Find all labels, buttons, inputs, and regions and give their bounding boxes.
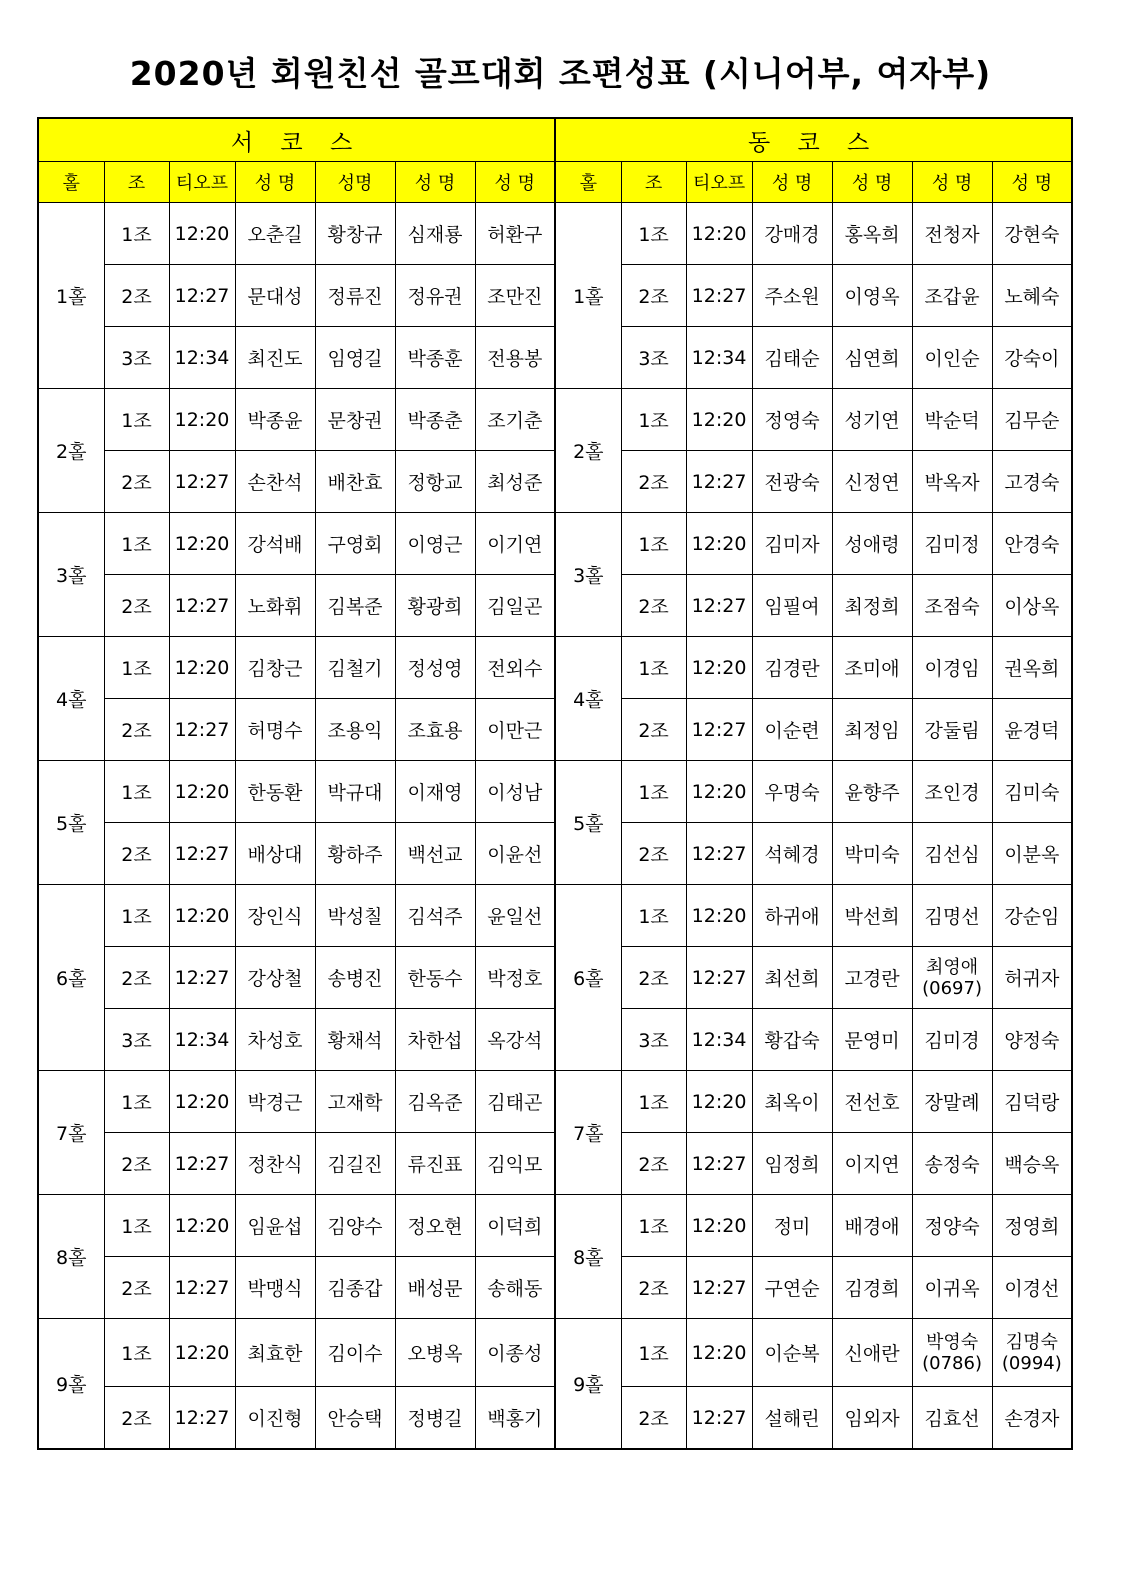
- table-row: [38, 1195, 1072, 1257]
- player-name-cell: 김덕랑: [992, 1071, 1072, 1133]
- player-name-cell: 정성영: [395, 637, 475, 699]
- table-row: [38, 637, 1072, 699]
- hole-cell: 1홀: [38, 203, 104, 389]
- group-cell: 2조: [621, 575, 686, 637]
- player-name-cell: 배경애: [832, 1195, 912, 1257]
- player-name-cell: 조효용: [395, 699, 475, 761]
- player-name-cell: 김철기: [315, 637, 395, 699]
- group-cell: 2조: [621, 265, 686, 327]
- tee-time-cell: 12:20: [686, 203, 752, 265]
- group-cell: 2조: [104, 1387, 169, 1450]
- tee-time-cell: 12:34: [686, 327, 752, 389]
- player-name-cell: 권옥희: [992, 637, 1072, 699]
- player-name-cell: 양정숙: [992, 1009, 1072, 1071]
- player-name-cell: 김선심: [912, 823, 992, 885]
- table-row: [38, 203, 1072, 265]
- player-name-cell: 김일곤: [475, 575, 555, 637]
- player-name-cell: 이경임: [912, 637, 992, 699]
- player-name-cell: 옥강석: [475, 1009, 555, 1071]
- player-name-cell: 박미숙: [832, 823, 912, 885]
- player-name-cell: 허환구: [475, 203, 555, 265]
- group-cell: 2조: [621, 823, 686, 885]
- group-cell: 1조: [104, 1071, 169, 1133]
- player-name-cell: [912, 1319, 992, 1387]
- tee-time-cell: 12:20: [169, 1319, 235, 1387]
- player-name-cell: 노화휘: [235, 575, 315, 637]
- tee-time-cell: 12:20: [686, 1195, 752, 1257]
- group-cell: 2조: [104, 575, 169, 637]
- player-name-cell: 정영희: [992, 1195, 1072, 1257]
- player-name-cell: [912, 947, 992, 1009]
- player-name-cell: 박규대: [315, 761, 395, 823]
- player-name-cell: 이귀옥: [912, 1257, 992, 1319]
- player-name-cell: 한동환: [235, 761, 315, 823]
- column-header: 홀: [555, 162, 621, 203]
- player-name-cell: 정유권: [395, 265, 475, 327]
- group-cell: 2조: [104, 1257, 169, 1319]
- tee-time-cell: 12:27: [169, 823, 235, 885]
- name-text: 박영숙 (0786): [922, 1331, 982, 1374]
- player-name-cell: 김경희: [832, 1257, 912, 1319]
- player-name-cell: 성애령: [832, 513, 912, 575]
- player-name-cell: 김미정: [912, 513, 992, 575]
- player-name-cell: 황채석: [315, 1009, 395, 1071]
- player-name-cell: 최정희: [832, 575, 912, 637]
- tee-time-cell: 12:27: [686, 823, 752, 885]
- player-name-cell: 최정임: [832, 699, 912, 761]
- player-name-cell: 김경란: [752, 637, 832, 699]
- group-cell: 1조: [104, 203, 169, 265]
- player-name-cell: 석혜경: [752, 823, 832, 885]
- player-name-cell: [992, 1319, 1072, 1387]
- player-name-cell: 고경란: [832, 947, 912, 1009]
- player-name-cell: 류진표: [395, 1133, 475, 1195]
- player-name-cell: 임정희: [752, 1133, 832, 1195]
- player-name-cell: 이지연: [832, 1133, 912, 1195]
- player-name-cell: 차성호: [235, 1009, 315, 1071]
- table-row: [38, 1071, 1072, 1133]
- table-row: [38, 513, 1072, 575]
- player-name-cell: 우명숙: [752, 761, 832, 823]
- tee-time-cell: 12:27: [169, 1387, 235, 1450]
- column-header: 성 명: [475, 162, 555, 203]
- group-cell: 1조: [621, 637, 686, 699]
- player-name-cell: 윤향주: [832, 761, 912, 823]
- tee-time-cell: 12:27: [169, 451, 235, 513]
- player-name-cell: 전용봉: [475, 327, 555, 389]
- group-cell: 1조: [621, 885, 686, 947]
- player-name-cell: 김종갑: [315, 1257, 395, 1319]
- player-name-cell: 이종성: [475, 1319, 555, 1387]
- tee-time-cell: 12:27: [169, 575, 235, 637]
- player-name-cell: 임윤섭: [235, 1195, 315, 1257]
- hole-cell: 1홀: [555, 203, 621, 389]
- player-name-cell: 이기연: [475, 513, 555, 575]
- tee-time-cell: 12:27: [169, 265, 235, 327]
- player-name-cell: 최선희: [752, 947, 832, 1009]
- player-name-cell: 조만진: [475, 265, 555, 327]
- hole-cell: 5홀: [555, 761, 621, 885]
- player-name-cell: 김태곤: [475, 1071, 555, 1133]
- player-name-cell: 이영근: [395, 513, 475, 575]
- player-name-cell: 이만근: [475, 699, 555, 761]
- player-name-cell: 송해동: [475, 1257, 555, 1319]
- player-name-cell: 강숙이: [992, 327, 1072, 389]
- schedule-body: [38, 203, 1072, 1450]
- player-name-cell: 손찬석: [235, 451, 315, 513]
- player-name-cell: 김이수: [315, 1319, 395, 1387]
- player-name-cell: 윤일선: [475, 885, 555, 947]
- player-name-cell: 허명수: [235, 699, 315, 761]
- player-name-cell: 성기연: [832, 389, 912, 451]
- group-cell: 2조: [104, 265, 169, 327]
- group-cell: 2조: [621, 947, 686, 1009]
- group-cell: 3조: [621, 327, 686, 389]
- group-cell: 2조: [621, 1257, 686, 1319]
- table-row: [38, 761, 1072, 823]
- tee-time-cell: 12:20: [686, 1071, 752, 1133]
- tee-time-cell: 12:27: [169, 1257, 235, 1319]
- column-header: 성 명: [992, 162, 1072, 203]
- player-name-cell: 손경자: [992, 1387, 1072, 1450]
- player-name-cell: 김무순: [992, 389, 1072, 451]
- player-name-cell: 이재영: [395, 761, 475, 823]
- player-name-cell: 전외수: [475, 637, 555, 699]
- player-name-cell: 김익모: [475, 1133, 555, 1195]
- tee-time-cell: 12:20: [169, 513, 235, 575]
- player-name-cell: 박옥자: [912, 451, 992, 513]
- tee-time-cell: 12:27: [686, 699, 752, 761]
- player-name-cell: 정오현: [395, 1195, 475, 1257]
- player-name-cell: 조점숙: [912, 575, 992, 637]
- player-name-cell: 신애란: [832, 1319, 912, 1387]
- player-name-cell: 이분옥: [992, 823, 1072, 885]
- course-east-header: 동 코 스: [555, 118, 1072, 162]
- player-name-cell: 정양숙: [912, 1195, 992, 1257]
- player-name-cell: 하귀애: [752, 885, 832, 947]
- player-name-cell: 오춘길: [235, 203, 315, 265]
- group-cell: 2조: [621, 1133, 686, 1195]
- player-name-cell: 배찬효: [315, 451, 395, 513]
- player-name-cell: 장말례: [912, 1071, 992, 1133]
- player-name-cell: 황창규: [315, 203, 395, 265]
- tee-time-cell: 12:20: [169, 1195, 235, 1257]
- tee-time-cell: 12:20: [169, 637, 235, 699]
- tee-time-cell: 12:20: [686, 513, 752, 575]
- player-name-cell: 김양수: [315, 1195, 395, 1257]
- hole-cell: 4홀: [38, 637, 104, 761]
- group-cell: 2조: [104, 451, 169, 513]
- player-name-cell: 조인경: [912, 761, 992, 823]
- column-header-row: [38, 162, 1072, 203]
- player-name-cell: 이순복: [752, 1319, 832, 1387]
- player-name-cell: 정미: [752, 1195, 832, 1257]
- hole-cell: 3홀: [555, 513, 621, 637]
- player-name-cell: 최옥이: [752, 1071, 832, 1133]
- player-name-cell: 김명선: [912, 885, 992, 947]
- column-header: 성 명: [832, 162, 912, 203]
- player-name-cell: 황하주: [315, 823, 395, 885]
- hole-cell: 6홀: [555, 885, 621, 1071]
- group-cell: 2조: [104, 947, 169, 1009]
- player-name-cell: 정병길: [395, 1387, 475, 1450]
- column-header: 조: [621, 162, 686, 203]
- player-name-cell: 김석주: [395, 885, 475, 947]
- name-text: 김명숙 (0994): [1001, 1331, 1062, 1374]
- hole-cell: 7홀: [555, 1071, 621, 1195]
- player-name-cell: 최진도: [235, 327, 315, 389]
- tee-time-cell: 12:20: [169, 389, 235, 451]
- player-name-cell: 정항교: [395, 451, 475, 513]
- player-name-cell: 김창근: [235, 637, 315, 699]
- player-name-cell: 박순덕: [912, 389, 992, 451]
- tee-time-cell: 12:27: [686, 451, 752, 513]
- group-cell: 1조: [104, 637, 169, 699]
- player-name-cell: 이상옥: [992, 575, 1072, 637]
- player-name-cell: 조갑윤: [912, 265, 992, 327]
- player-name-cell: 심연희: [832, 327, 912, 389]
- group-cell: 2조: [621, 1387, 686, 1450]
- player-name-cell: 허귀자: [992, 947, 1072, 1009]
- player-name-cell: 백홍기: [475, 1387, 555, 1450]
- group-cell: 2조: [104, 1133, 169, 1195]
- group-cell: 2조: [104, 699, 169, 761]
- player-name-cell: 전광숙: [752, 451, 832, 513]
- player-name-cell: 황갑숙: [752, 1009, 832, 1071]
- column-header: 티오프: [169, 162, 235, 203]
- player-name-cell: 박종춘: [395, 389, 475, 451]
- table-row: [38, 389, 1072, 451]
- tee-time-cell: 12:27: [169, 947, 235, 1009]
- player-name-cell: 김태순: [752, 327, 832, 389]
- tee-time-cell: 12:27: [169, 1133, 235, 1195]
- hole-cell: 2홀: [555, 389, 621, 513]
- player-name-cell: 조미애: [832, 637, 912, 699]
- player-name-cell: 안승택: [315, 1387, 395, 1450]
- hole-cell: 3홀: [38, 513, 104, 637]
- player-name-cell: 임필여: [752, 575, 832, 637]
- player-name-cell: 이성남: [475, 761, 555, 823]
- tee-time-cell: 12:20: [686, 761, 752, 823]
- name-text: 최영애 (0697): [922, 956, 982, 999]
- player-name-cell: 임외자: [832, 1387, 912, 1450]
- player-name-cell: 고경숙: [992, 451, 1072, 513]
- player-name-cell: 문대성: [235, 265, 315, 327]
- player-name-cell: 백선교: [395, 823, 475, 885]
- group-cell: 1조: [621, 761, 686, 823]
- group-cell: 1조: [104, 389, 169, 451]
- player-name-cell: 문창권: [315, 389, 395, 451]
- group-cell: 3조: [104, 327, 169, 389]
- player-name-cell: 강순임: [992, 885, 1072, 947]
- player-name-cell: 배상대: [235, 823, 315, 885]
- player-name-cell: 차한섭: [395, 1009, 475, 1071]
- player-name-cell: 주소원: [752, 265, 832, 327]
- group-cell: 1조: [104, 1195, 169, 1257]
- group-cell: 1조: [104, 761, 169, 823]
- player-name-cell: 박선희: [832, 885, 912, 947]
- player-name-cell: 강석배: [235, 513, 315, 575]
- group-cell: 2조: [621, 699, 686, 761]
- group-cell: 1조: [621, 203, 686, 265]
- player-name-cell: 김옥준: [395, 1071, 475, 1133]
- player-name-cell: 윤경덕: [992, 699, 1072, 761]
- player-name-cell: 김복준: [315, 575, 395, 637]
- tee-time-cell: 12:34: [169, 327, 235, 389]
- player-name-cell: 전청자: [912, 203, 992, 265]
- player-name-cell: 신정연: [832, 451, 912, 513]
- column-header: 성 명: [912, 162, 992, 203]
- hole-cell: 5홀: [38, 761, 104, 885]
- player-name-cell: 강현숙: [992, 203, 1072, 265]
- group-cell: 1조: [104, 1319, 169, 1387]
- column-header: 티오프: [686, 162, 752, 203]
- hole-cell: 4홀: [555, 637, 621, 761]
- player-name-cell: 황광희: [395, 575, 475, 637]
- schedule-table: [37, 117, 1073, 1450]
- column-header: 조: [104, 162, 169, 203]
- player-name-cell: 전선호: [832, 1071, 912, 1133]
- player-name-cell: 임영길: [315, 327, 395, 389]
- group-cell: 1조: [621, 1319, 686, 1387]
- player-name-cell: 구영회: [315, 513, 395, 575]
- course-header-row: [38, 118, 1072, 162]
- player-name-cell: 최효한: [235, 1319, 315, 1387]
- tee-time-cell: 12:20: [169, 203, 235, 265]
- player-name-cell: 김미경: [912, 1009, 992, 1071]
- table-row: [38, 1319, 1072, 1387]
- column-header: 성명: [315, 162, 395, 203]
- group-cell: 2조: [621, 451, 686, 513]
- player-name-cell: 김미숙: [992, 761, 1072, 823]
- player-name-cell: 강둘림: [912, 699, 992, 761]
- player-name-cell: 노혜숙: [992, 265, 1072, 327]
- player-name-cell: 이윤선: [475, 823, 555, 885]
- player-name-cell: 정영숙: [752, 389, 832, 451]
- course-west-header: 서 코 스: [38, 118, 555, 162]
- hole-cell: 8홀: [555, 1195, 621, 1319]
- tee-time-cell: 12:27: [686, 575, 752, 637]
- group-cell: 1조: [621, 513, 686, 575]
- group-cell: 1조: [104, 885, 169, 947]
- column-header: 성 명: [395, 162, 475, 203]
- player-name-cell: 이경선: [992, 1257, 1072, 1319]
- tee-time-cell: 12:27: [686, 1133, 752, 1195]
- player-name-cell: 문영미: [832, 1009, 912, 1071]
- player-name-cell: 이인순: [912, 327, 992, 389]
- player-name-cell: 김길진: [315, 1133, 395, 1195]
- tee-time-cell: 12:27: [686, 947, 752, 1009]
- hole-cell: 8홀: [38, 1195, 104, 1319]
- page-title: 2020년 회원친선 골프대회 조편성표 (시니어부, 여자부): [129, 54, 992, 93]
- player-name-cell: 김미자: [752, 513, 832, 575]
- tee-time-cell: 12:27: [686, 1257, 752, 1319]
- player-name-cell: 조용익: [315, 699, 395, 761]
- player-name-cell: 박경근: [235, 1071, 315, 1133]
- player-name-cell: 배성문: [395, 1257, 475, 1319]
- player-name-cell: 안경숙: [992, 513, 1072, 575]
- player-name-cell: 강매경: [752, 203, 832, 265]
- player-name-cell: 고재학: [315, 1071, 395, 1133]
- player-name-cell: 박정호: [475, 947, 555, 1009]
- group-cell: 3조: [621, 1009, 686, 1071]
- tee-time-cell: 12:27: [686, 265, 752, 327]
- hole-cell: 2홀: [38, 389, 104, 513]
- player-name-cell: 정류진: [315, 265, 395, 327]
- player-name-cell: 최성준: [475, 451, 555, 513]
- player-name-cell: 장인식: [235, 885, 315, 947]
- player-name-cell: 박종윤: [235, 389, 315, 451]
- tee-time-cell: 12:20: [686, 885, 752, 947]
- player-name-cell: 박성칠: [315, 885, 395, 947]
- player-name-cell: 백승옥: [992, 1133, 1072, 1195]
- tee-time-cell: 12:34: [169, 1009, 235, 1071]
- hole-cell: 6홀: [38, 885, 104, 1071]
- hole-cell: 9홀: [38, 1319, 104, 1450]
- player-name-cell: 구연순: [752, 1257, 832, 1319]
- tee-time-cell: 12:20: [169, 885, 235, 947]
- player-name-cell: 이순련: [752, 699, 832, 761]
- column-header: 성 명: [752, 162, 832, 203]
- tee-time-cell: 12:20: [169, 1071, 235, 1133]
- player-name-cell: 조기춘: [475, 389, 555, 451]
- player-name-cell: 한동수: [395, 947, 475, 1009]
- tee-time-cell: 12:34: [686, 1009, 752, 1071]
- tee-time-cell: 12:20: [686, 389, 752, 451]
- tee-time-cell: 12:27: [686, 1387, 752, 1450]
- player-name-cell: 이영옥: [832, 265, 912, 327]
- hole-cell: 9홀: [555, 1319, 621, 1450]
- column-header: 홀: [38, 162, 104, 203]
- hole-cell: 7홀: [38, 1071, 104, 1195]
- player-name-cell: 송정숙: [912, 1133, 992, 1195]
- tee-time-cell: 12:20: [686, 1319, 752, 1387]
- table-row: [38, 885, 1072, 947]
- group-cell: 1조: [621, 1195, 686, 1257]
- column-header: 성 명: [235, 162, 315, 203]
- player-name-cell: 이진형: [235, 1387, 315, 1450]
- group-cell: 1조: [104, 513, 169, 575]
- tee-time-cell: 12:27: [169, 699, 235, 761]
- player-name-cell: 이덕희: [475, 1195, 555, 1257]
- player-name-cell: 박종훈: [395, 327, 475, 389]
- player-name-cell: 송병진: [315, 947, 395, 1009]
- player-name-cell: 정찬식: [235, 1133, 315, 1195]
- player-name-cell: 오병옥: [395, 1319, 475, 1387]
- player-name-cell: 설해린: [752, 1387, 832, 1450]
- tee-time-cell: 12:20: [169, 761, 235, 823]
- group-cell: 1조: [621, 389, 686, 451]
- player-name-cell: 홍옥희: [832, 203, 912, 265]
- player-name-cell: 박맹식: [235, 1257, 315, 1319]
- group-cell: 2조: [104, 823, 169, 885]
- player-name-cell: 심재룡: [395, 203, 475, 265]
- player-name-cell: 김효선: [912, 1387, 992, 1450]
- group-cell: 3조: [104, 1009, 169, 1071]
- tee-time-cell: 12:20: [686, 637, 752, 699]
- player-name-cell: 강상철: [235, 947, 315, 1009]
- group-cell: 1조: [621, 1071, 686, 1133]
